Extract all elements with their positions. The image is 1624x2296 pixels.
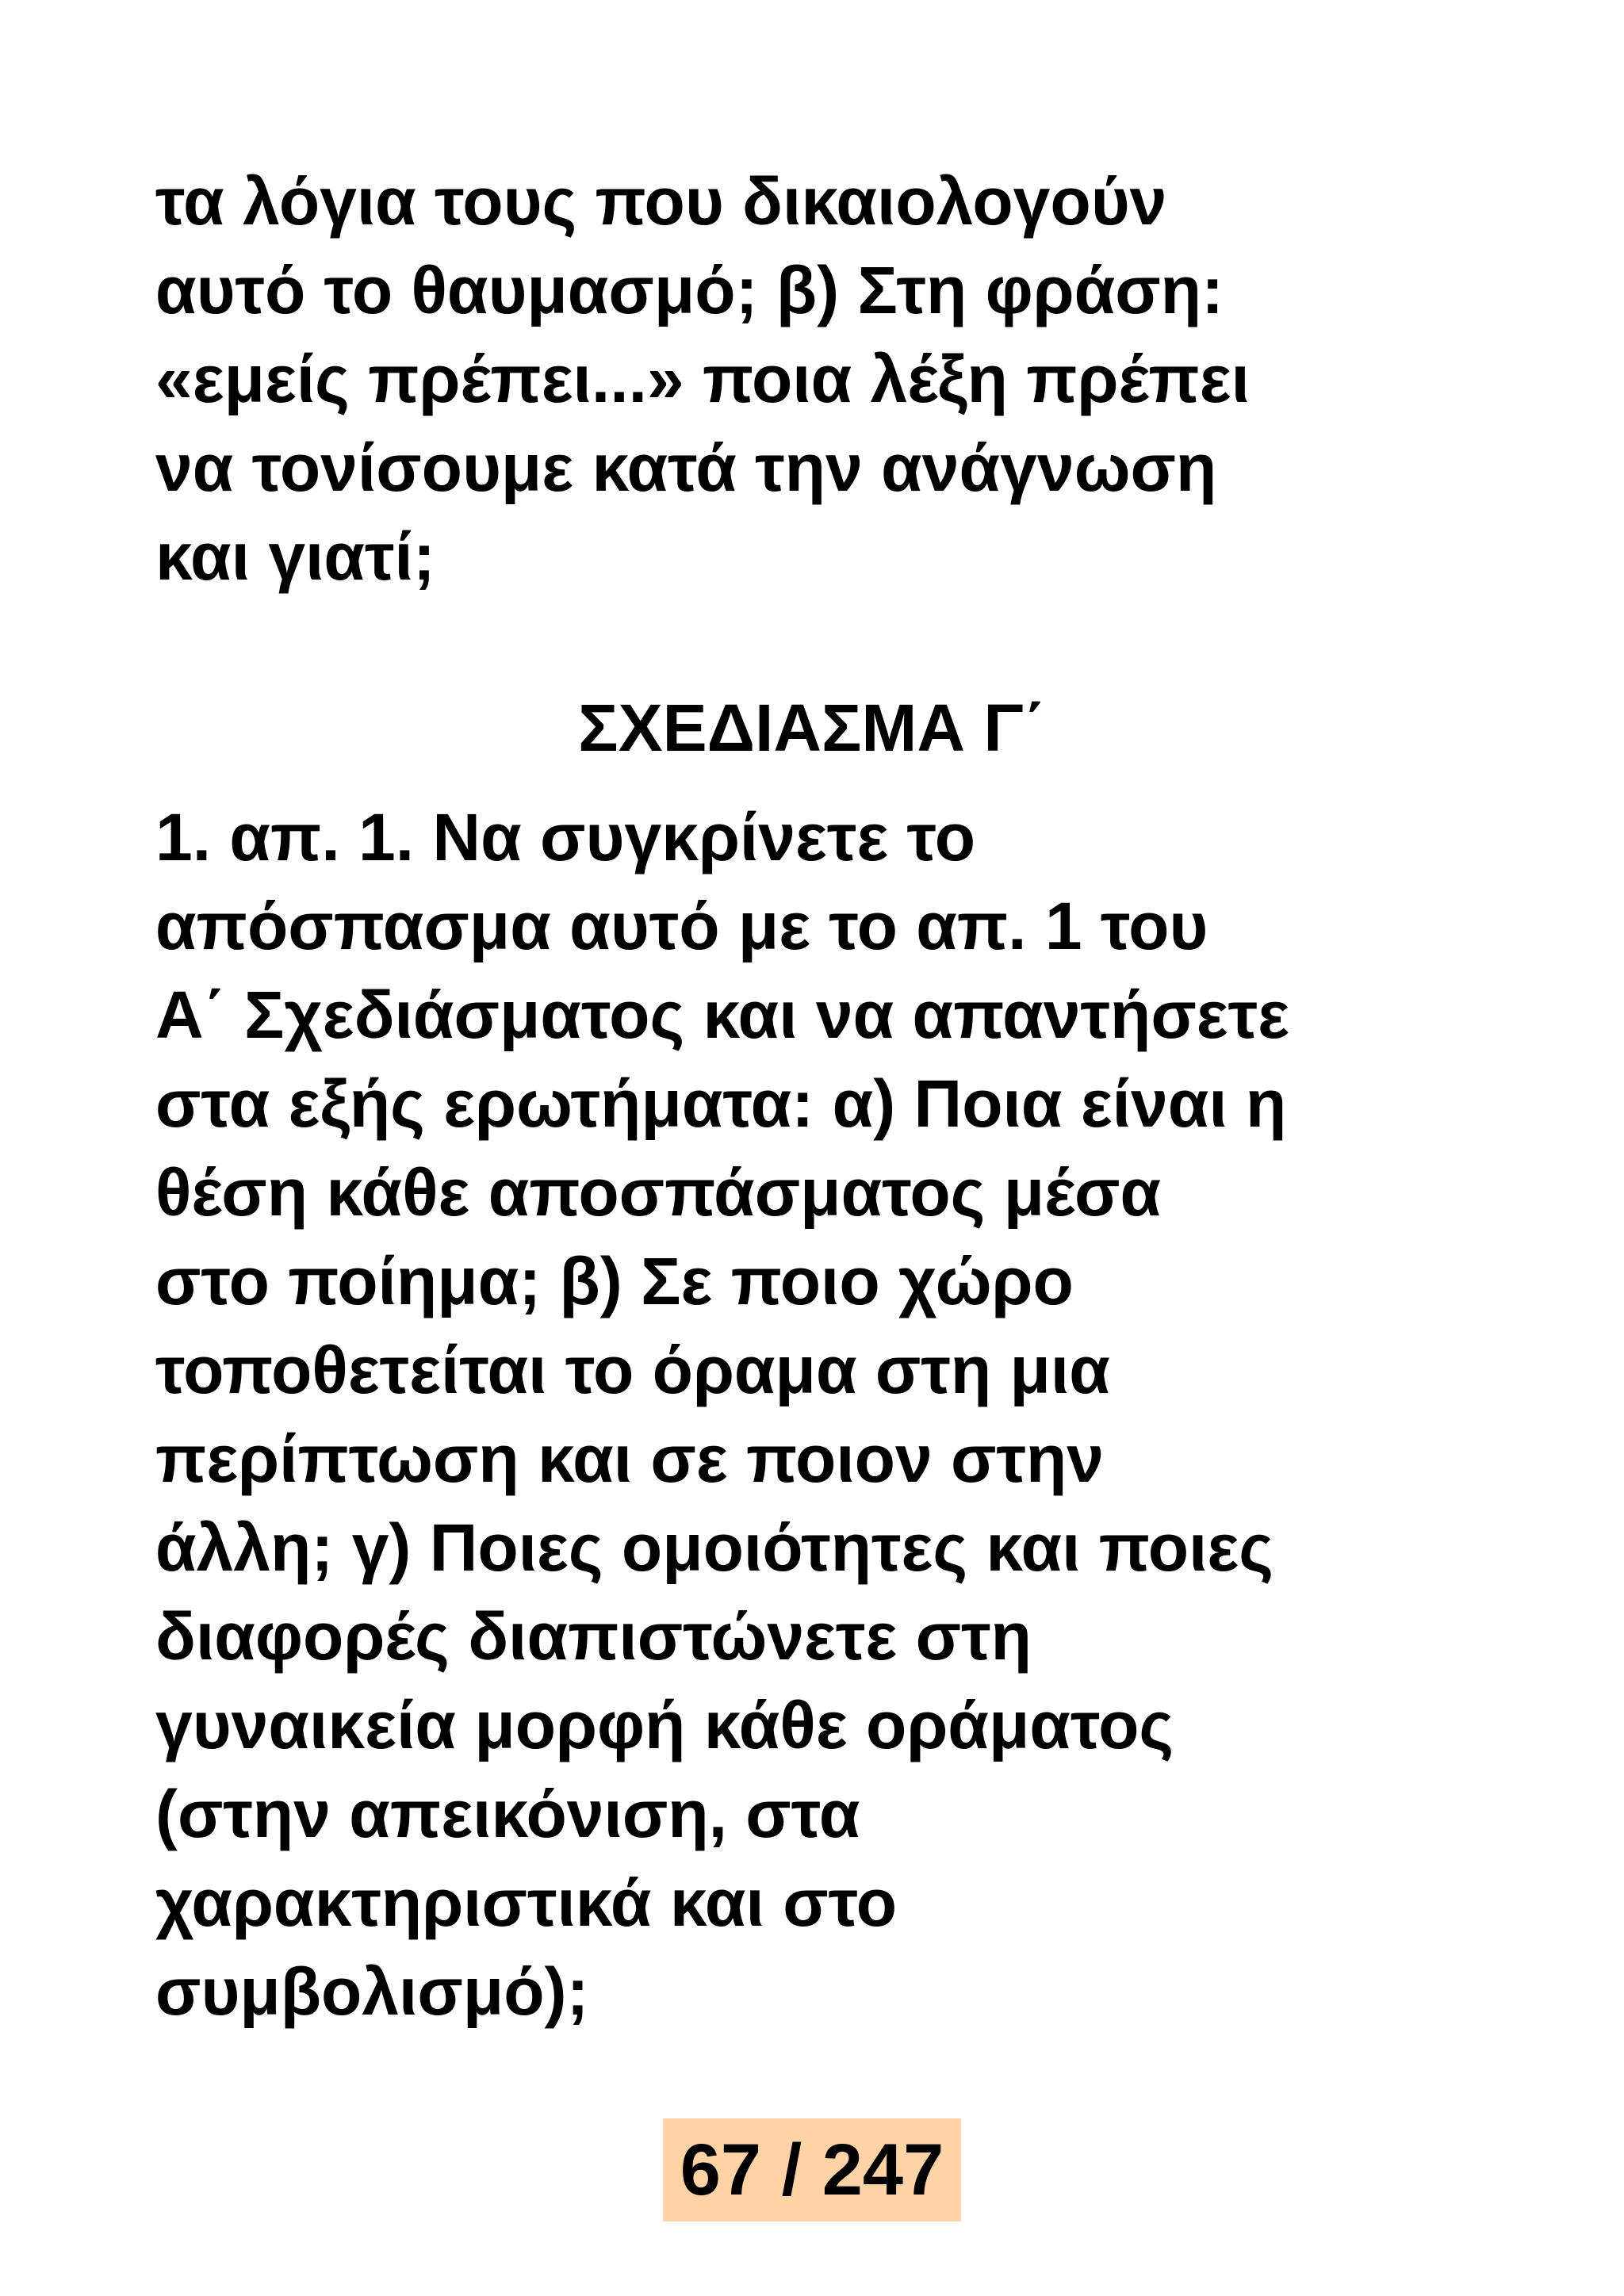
question-paragraph: 1. απ. 1. Να συγκρίνετε το απόσπασμα αυτό με το απ. 1 του Α΄ Σχεδιάσματος και να απαντήσετε στα εξής ερωτήματα: α) Ποια είναι η θέση κάθε αποσπάσματος μέσα στο ποίημα; β) Σε ποιο χώρο τοποθετείται το όραμα στη μια περίπτωση και σε ποιον στην άλλη; γ) Ποιες ομοιότητες και ποιες διαφορές διαπιστώνετε στη γυναικεία μορφή κάθε οράματος (στην απεικόνιση, στα χαρακτηριστικά και στο συμβολισμό); — [155, 800, 1290, 2029]
page-indicator — [663, 2118, 961, 2221]
body-paragraph: τα λόγια τους που δικαιολογούν αυτό το θαυμασμό; β) Στη φράση: «εμείς πρέπει...» ποια λέξη πρέπει να τονίσουμε κατά την ανάγνωση και γιατί; — [155, 164, 1250, 594]
page-indicator-label: 67 / 247 — [680, 2129, 944, 2210]
section-heading: ΣΧΕΔΙΑΣΜΑ Γ΄ — [578, 691, 1046, 765]
